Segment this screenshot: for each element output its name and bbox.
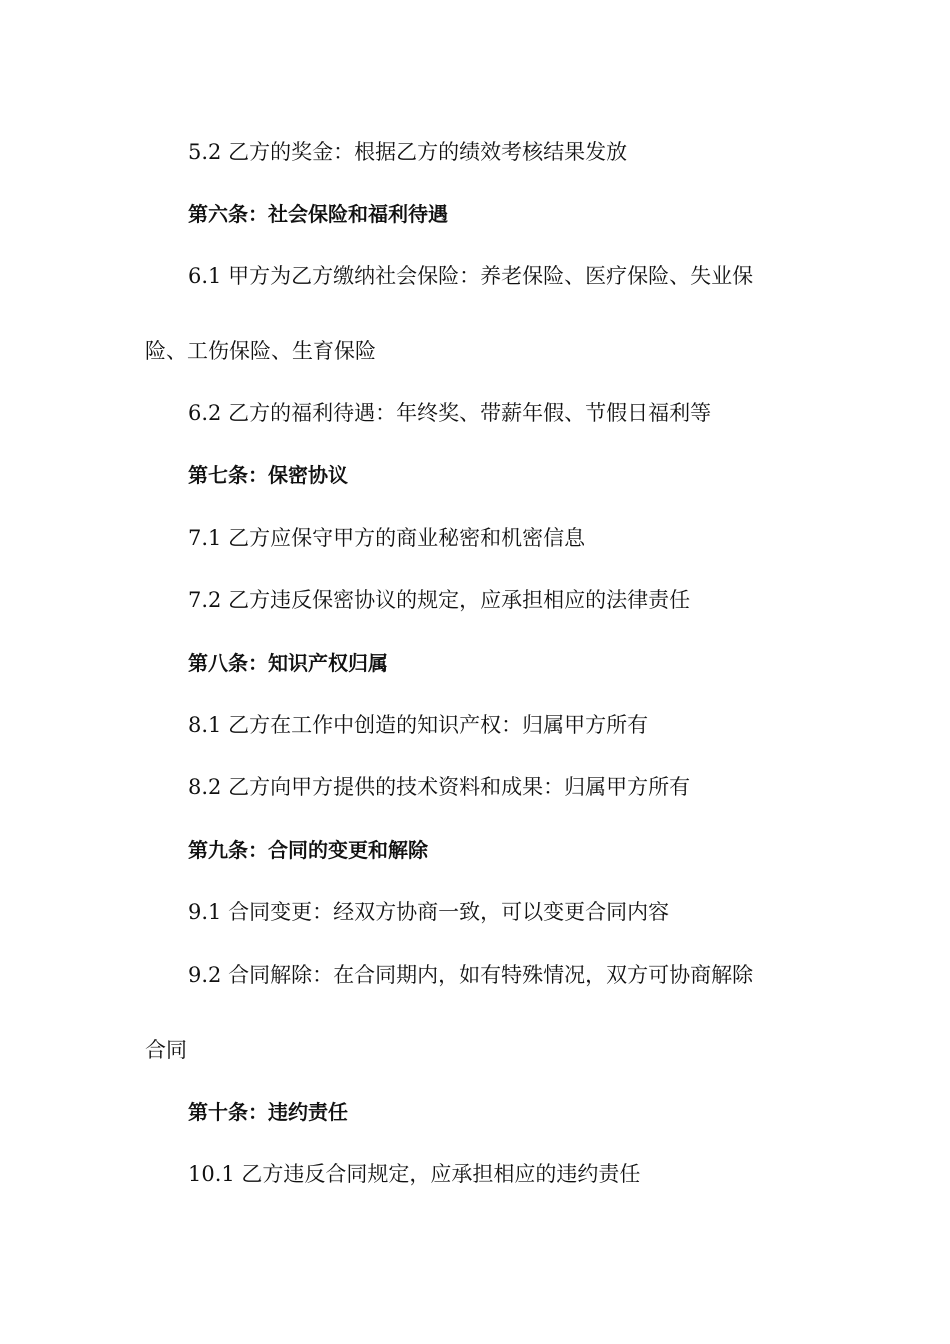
article-8-heading: 第八条：知识产权归属 [188, 651, 388, 675]
clause-9-2: 9.2 合同解除：在合同期内，如有特殊情况，双方可协商解除 [188, 963, 754, 987]
article-6-heading: 第六条：社会保险和福利待遇 [188, 202, 448, 226]
clause-8-2: 8.2 乙方向甲方提供的技术资料和成果：归属甲方所有 [188, 775, 691, 799]
clause-9-2-continued: 合同 [145, 1038, 187, 1062]
clause-7-2: 7.2 乙方违反保密协议的规定，应承担相应的法律责任 [188, 588, 691, 612]
clause-5-2: 5.2 乙方的奖金：根据乙方的绩效考核结果发放 [188, 140, 628, 164]
article-9-heading: 第九条：合同的变更和解除 [188, 838, 428, 862]
clause-6-2: 6.2 乙方的福利待遇：年终奖、带薪年假、节假日福利等 [188, 401, 712, 425]
clause-8-1: 8.1 乙方在工作中创造的知识产权：归属甲方所有 [188, 713, 649, 737]
clause-6-1: 6.1 甲方为乙方缴纳社会保险：养老保险、医疗保险、失业保 [188, 264, 754, 288]
article-7-heading: 第七条：保密协议 [188, 463, 348, 487]
clause-6-1-continued: 险、工伤保险、生育保险 [145, 339, 376, 363]
clause-10-1: 10.1 乙方违反合同规定，应承担相应的违约责任 [188, 1162, 641, 1186]
clause-9-1: 9.1 合同变更：经双方协商一致，可以变更合同内容 [188, 900, 670, 924]
article-10-heading: 第十条：违约责任 [188, 1100, 348, 1124]
clause-7-1: 7.1 乙方应保守甲方的商业秘密和机密信息 [188, 526, 586, 550]
